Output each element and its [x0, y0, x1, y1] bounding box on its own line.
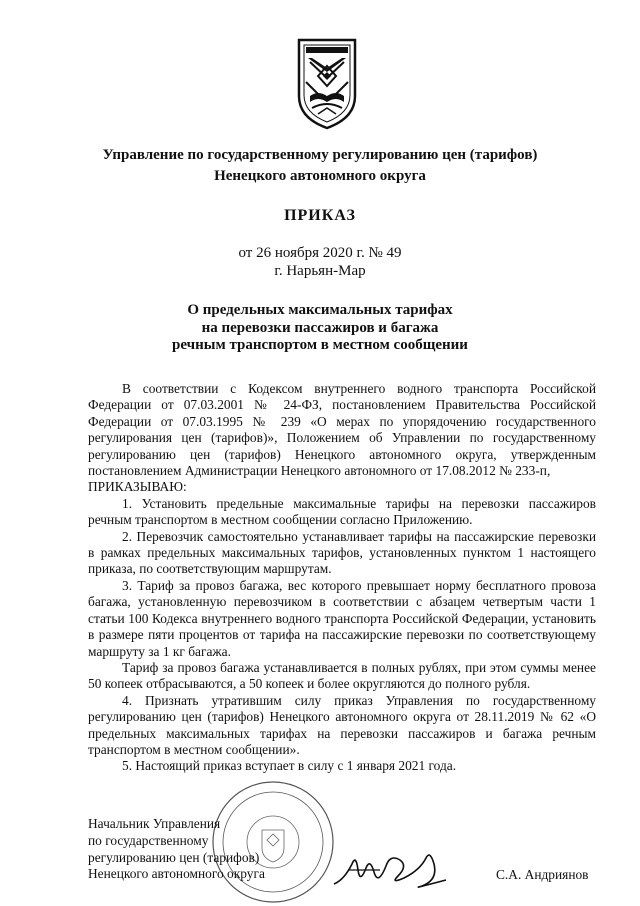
- document-type-title: ПРИКАЗ: [284, 207, 356, 224]
- order-item: 2. Перевозчик самостоятельно устанавливает тарифы на пассажирские перевозки в рамках предельных максимальных тарифов, установленных пунктом 1 настоящего приказа, по соответствующим маршрутам.: [88, 528, 596, 577]
- order-item: Тариф за провоз багажа устанавливается в полных рублях, при этом суммы менее 50 копеек отбрасываются, а 50 копеек и более округляются до полного рубля.: [88, 659, 596, 692]
- document-date-number: от 26 ноября 2020 г. № 49: [238, 245, 402, 261]
- preamble-paragraph: В соответствии с Кодексом внутреннего водного транспорта Российской Федерации от 07.03.2001 № 24-ФЗ, постановлением Правительства Российской Федерации от 07.03.1995 № 239 «О мерах по упорядочению государственного регулирования цен (тарифов)», Положением об Управлении по государственному регулированию цен (тарифов) Ненецкого автономного округа, утвержденным постановлением Администрации Ненецкого автономного от 17.08.2012 № 233-п,: [88, 381, 596, 479]
- handwritten-signature: [330, 840, 450, 896]
- order-item: 4. Признать утратившим силу приказ Управления по государственному регулированию цен (тарифов) Ненецкого автономного округа от 28.11.2019 № 62 «О предельных максимальных тарифах на перевозки пассажиров и багажа речным транспортом в местном сообщении».: [88, 692, 596, 757]
- authority-name-line2: Ненецкого автономного округа: [214, 168, 426, 184]
- document-subject: [0, 302, 640, 355]
- position-line: Ненецкого автономного округа: [88, 866, 265, 882]
- order-item: 1. Установить предельные максимальные тарифы на перевозки пассажиров речным транспортом в местном сообщении согласно Приложению.: [88, 495, 596, 528]
- position-line: регулированию цен (тарифов): [88, 849, 260, 865]
- position-line: Начальник Управления: [88, 816, 221, 831]
- document-body: [88, 381, 596, 775]
- signatory-name: С.А. Андриянов: [496, 867, 589, 882]
- order-item: 3. Тариф за провоз багажа, вес которого превышает норму бесплатного провоза багажа, установленную перевозчиком в соответствии с абзацем четвертым части 1 статьи 100 Кодекса внутреннего водного транспорта Российской Федерации, установить в размере пяти процентов от тарифа на пассажирские перевозки по соответствующему маршруту за 1 кг багажа.: [88, 577, 596, 659]
- subject-line: речным транспортом в местном сообщении: [172, 337, 468, 353]
- order-word: ПРИКАЗЫВАЮ:: [88, 479, 187, 495]
- coat-of-arms-emblem: [296, 38, 358, 130]
- order-item: 5. Настоящий приказ вступает в силу с 1 января 2021 года.: [122, 758, 457, 774]
- subject-line: на перевозки пассажиров и багажа: [201, 319, 439, 336]
- signatory-position: [88, 816, 265, 883]
- document-city: г. Нарьян-Мар: [274, 263, 366, 279]
- subject-line: О предельных максимальных тарифах: [187, 302, 453, 318]
- position-line: по государственному: [88, 832, 209, 848]
- authority-name-line1: Управление по государственному регулированию цен (тарифов): [102, 147, 538, 163]
